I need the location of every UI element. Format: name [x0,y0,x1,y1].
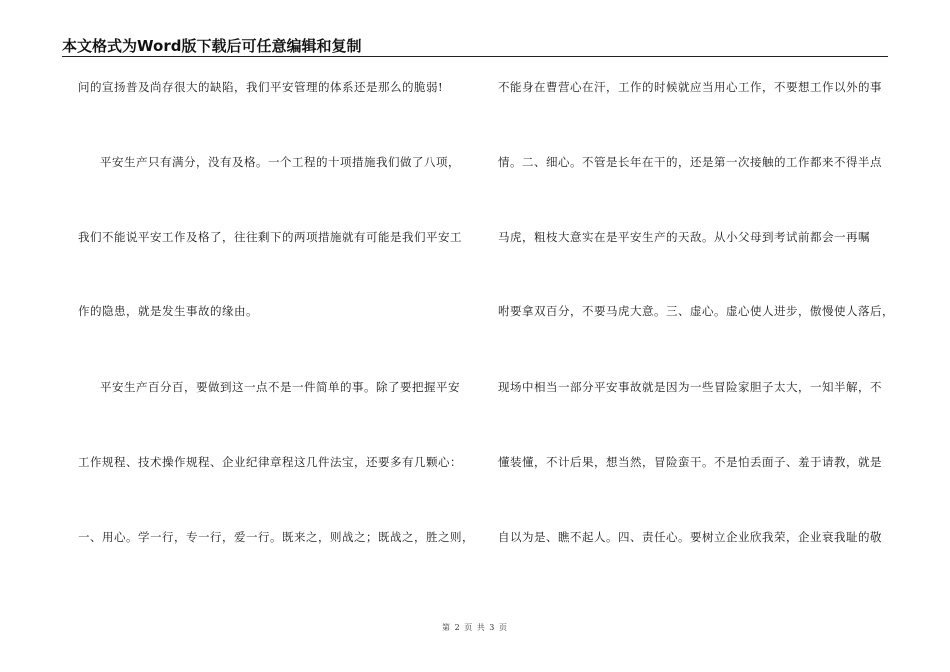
left-line-3: 我们不能说平安工作及格了，往往剩下的两项措施就有可能是我们平安工 [78,230,462,244]
right-line-2: 情。二、细心。不管是长年在干的，还是第一次接触的工作都来不得半点 [498,155,882,169]
right-line-6: 懂装懂，不计后果，想当然，冒险蛮干。不是怕丢面子、羞于请教，就是 [498,455,882,469]
left-line-5: 平安生产百分百，要做到这一点不是一件简单的事。除了要把握平安 [100,380,460,394]
right-line-7: 自以为是、瞧不起人。四、责任心。要树立企业欣我荣，企业衰我耻的敬 [498,530,882,544]
right-line-3: 马虎，粗枝大意实在是平安生产的天敌。从小父母到考试前都会一再嘱 [498,230,870,244]
header-divider [62,56,888,57]
right-line-1: 不能身在曹营心在汗，工作的时候就应当用心工作，不要想工作以外的事 [498,80,882,94]
left-line-7: 一、用心。学一行，专一行，爱一行。既来之，则战之；既战之，胜之则， [78,530,474,544]
left-line-2: 平安生产只有满分，没有及格。一个工程的十项措施我们做了八项， [100,155,460,169]
left-line-6: 工作规程、技术操作规程、企业纪律章程这几件法宝，还要多有几颗心： [78,455,462,469]
left-line-4: 作的隐患，就是发生事故的缘由。 [78,304,258,318]
right-line-4: 咐要拿双百分，不要马虎大意。三、虚心。虚心使人进步，傲慢使人落后， [498,304,894,318]
left-line-1: 问的宣扬普及尚存很大的缺陷，我们平安管理的体系还是那么的脆弱! [78,80,444,94]
right-line-5: 现场中相当一部分平安事故就是因为一些冒险家胆子太大，一知半解，不 [498,380,882,394]
page-header-title: 本文格式为Word版下载后可任意编辑和复制 [62,37,362,55]
page-number-footer: 第 2 页 共 3 页 [442,623,508,632]
